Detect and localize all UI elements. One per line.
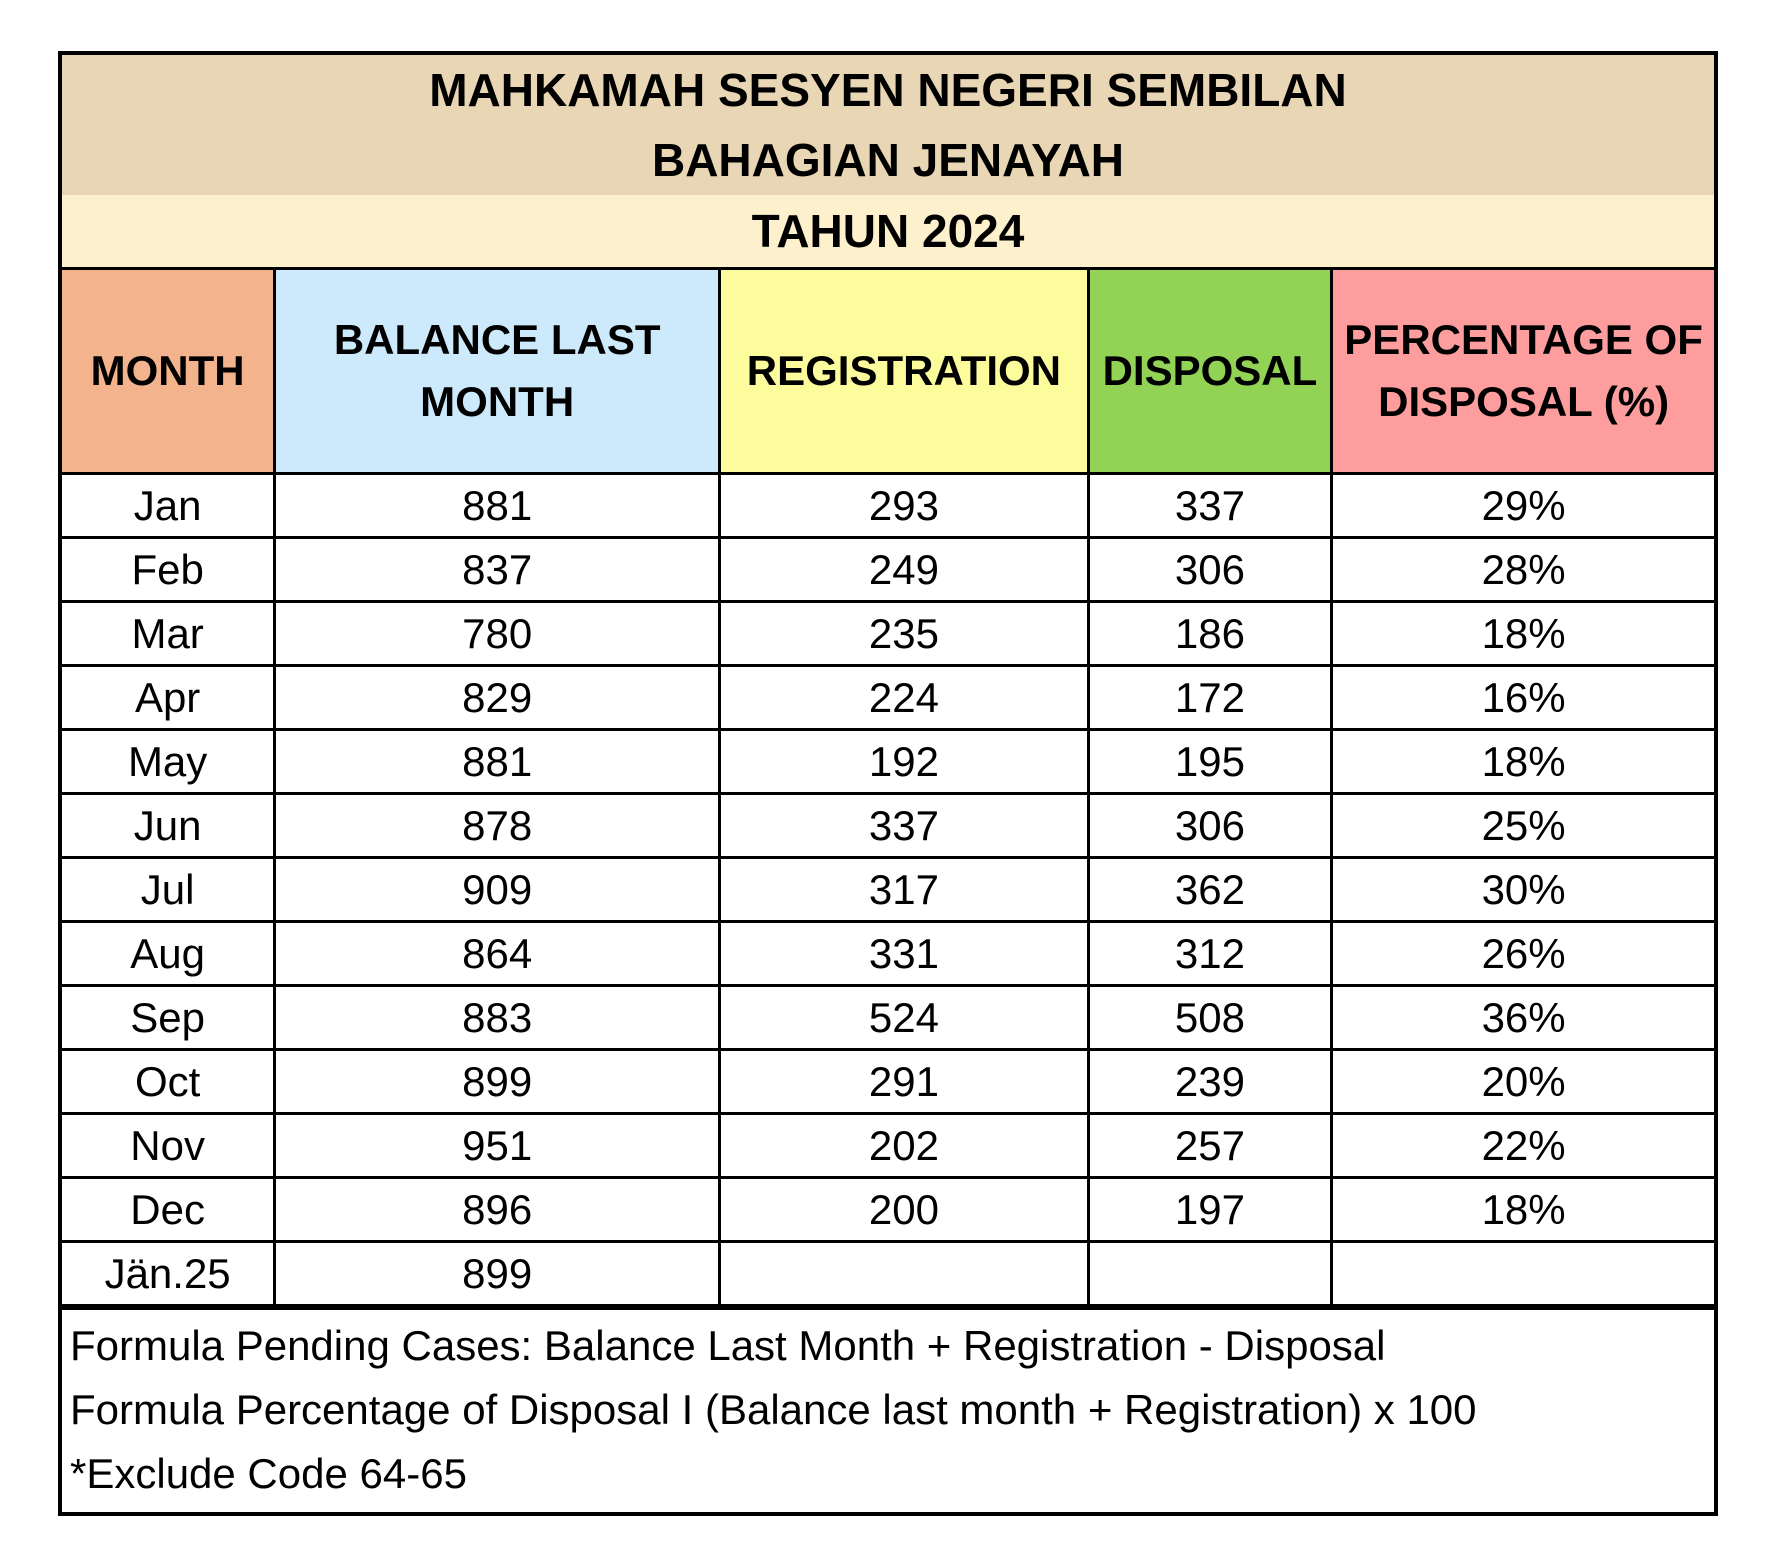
registration-cell: 317 (720, 858, 1089, 922)
disposal-cell: 257 (1088, 1114, 1331, 1178)
statistics-table (62, 267, 1714, 1307)
disposal-cell: 195 (1088, 730, 1331, 794)
table-row (62, 1050, 1714, 1114)
court-name-title: MAHKAMAH SESYEN NEGERI SEMBILAN (62, 55, 1714, 125)
percentage-cell: 30% (1332, 858, 1714, 922)
balance-cell: 780 (275, 602, 720, 666)
balance-cell: 899 (275, 1242, 720, 1306)
registration-column-header (720, 269, 1089, 474)
disposal-cell: 337 (1088, 474, 1331, 538)
registration-cell: 249 (720, 538, 1089, 602)
disposal-cell: 306 (1088, 538, 1331, 602)
balance-cell: 951 (275, 1114, 720, 1178)
percentage-cell: 22% (1332, 1114, 1714, 1178)
percentage-cell: 16% (1332, 666, 1714, 730)
registration-cell: 200 (720, 1178, 1089, 1242)
table-row (62, 1114, 1714, 1178)
registration-cell: 224 (720, 666, 1089, 730)
formula-notes (62, 1307, 1714, 1512)
registration-cell: 337 (720, 794, 1089, 858)
month-cell: Jan (62, 474, 275, 538)
table-row (62, 474, 1714, 538)
balance-header-line2: MONTH (420, 378, 575, 425)
disposal-cell: 172 (1088, 666, 1331, 730)
month-cell: Apr (62, 666, 275, 730)
note-exclusion: *Exclude Code 64-65 (70, 1450, 467, 1497)
month-cell: Feb (62, 538, 275, 602)
balance-cell: 883 (275, 986, 720, 1050)
table-row (62, 1242, 1714, 1306)
disposal-column-header (1088, 269, 1331, 474)
balance-last-month-column-header (275, 269, 720, 474)
year-title: TAHUN 2024 (62, 195, 1714, 267)
balance-cell: 864 (275, 922, 720, 986)
title-block (62, 55, 1714, 267)
month-column-header (62, 269, 275, 474)
table-row (62, 1178, 1714, 1242)
registration-cell: 331 (720, 922, 1089, 986)
registration-cell: 524 (720, 986, 1089, 1050)
disposal-cell: 186 (1088, 602, 1331, 666)
percentage-header-line2: DISPOSAL (%) (1378, 378, 1670, 425)
disposal-cell: 306 (1088, 794, 1331, 858)
percentage-cell (1332, 1242, 1714, 1306)
disposal-cell: 312 (1088, 922, 1331, 986)
registration-cell: 192 (720, 730, 1089, 794)
month-cell: Sep (62, 986, 275, 1050)
percentage-cell: 18% (1332, 730, 1714, 794)
table-row (62, 730, 1714, 794)
registration-cell (720, 1242, 1089, 1306)
balance-cell: 896 (275, 1178, 720, 1242)
percentage-column-header (1332, 269, 1714, 474)
header-row (62, 269, 1714, 474)
percentage-cell: 36% (1332, 986, 1714, 1050)
disposal-cell: 362 (1088, 858, 1331, 922)
table-body (62, 474, 1714, 1306)
percentage-cell: 28% (1332, 538, 1714, 602)
month-cell: Aug (62, 922, 275, 986)
month-cell: May (62, 730, 275, 794)
percentage-cell: 29% (1332, 474, 1714, 538)
month-cell: Oct (62, 1050, 275, 1114)
month-cell: Jän.25 (62, 1242, 275, 1306)
month-cell: Jul (62, 858, 275, 922)
disposal-cell (1088, 1242, 1331, 1306)
table-row (62, 986, 1714, 1050)
registration-cell: 293 (720, 474, 1089, 538)
court-statistics-sheet (58, 51, 1718, 1516)
disposal-cell: 508 (1088, 986, 1331, 1050)
month-cell: Jun (62, 794, 275, 858)
percentage-cell: 26% (1332, 922, 1714, 986)
disposal-cell: 197 (1088, 1178, 1331, 1242)
table-row (62, 602, 1714, 666)
disposal-cell: 239 (1088, 1050, 1331, 1114)
registration-cell: 291 (720, 1050, 1089, 1114)
percentage-cell: 18% (1332, 1178, 1714, 1242)
balance-cell: 829 (275, 666, 720, 730)
registration-header-label: REGISTRATION (746, 347, 1062, 394)
balance-cell: 837 (275, 538, 720, 602)
table-row (62, 858, 1714, 922)
table-row (62, 922, 1714, 986)
table-row (62, 666, 1714, 730)
month-header-label: MONTH (90, 347, 245, 394)
division-title: BAHAGIAN JENAYAH (62, 125, 1714, 195)
balance-cell: 881 (275, 730, 720, 794)
percentage-header-line1: PERCENTAGE OF (1344, 316, 1703, 363)
balance-cell: 899 (275, 1050, 720, 1114)
note-pending-cases-formula: Formula Pending Cases: Balance Last Month + Registration - Disposal (70, 1322, 1386, 1369)
balance-cell: 909 (275, 858, 720, 922)
percentage-cell: 18% (1332, 602, 1714, 666)
percentage-cell: 20% (1332, 1050, 1714, 1114)
balance-cell: 881 (275, 474, 720, 538)
disposal-header-label: DISPOSAL (1102, 347, 1318, 394)
month-cell: Mar (62, 602, 275, 666)
balance-cell: 878 (275, 794, 720, 858)
table-row (62, 538, 1714, 602)
note-percentage-formula: Formula Percentage of Disposal I (Balance last month + Registration) x 100 (70, 1386, 1477, 1433)
percentage-cell: 25% (1332, 794, 1714, 858)
registration-cell: 202 (720, 1114, 1089, 1178)
registration-cell: 235 (720, 602, 1089, 666)
month-cell: Nov (62, 1114, 275, 1178)
month-cell: Dec (62, 1178, 275, 1242)
balance-header-line1: BALANCE LAST (333, 316, 661, 363)
table-row (62, 794, 1714, 858)
